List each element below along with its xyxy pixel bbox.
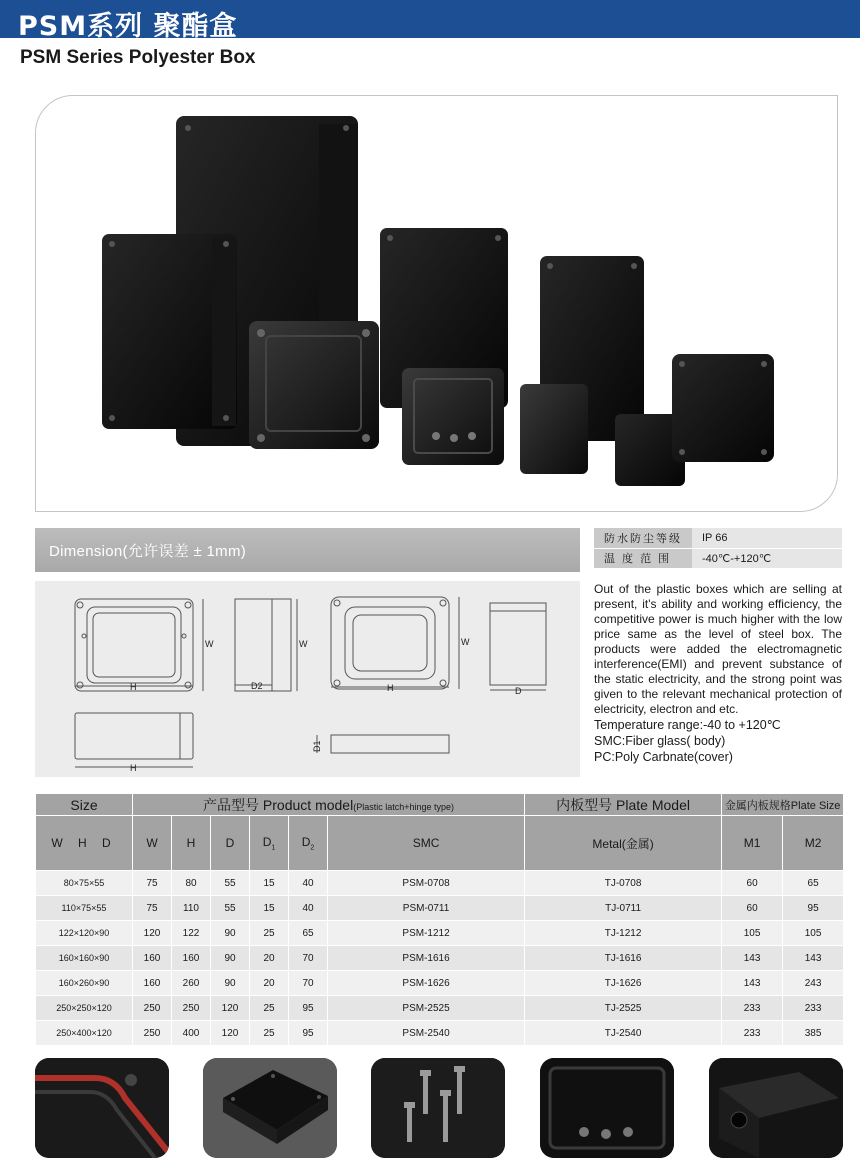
model-table — [35, 793, 844, 1046]
description-temperature: Temperature range:-40 to +120℃ — [594, 718, 781, 732]
cell-metal: TJ-0708 — [525, 871, 722, 896]
cell-h: 250 — [172, 996, 211, 1021]
spec-key: 防水防尘等级 — [594, 528, 692, 548]
cell-h: 260 — [172, 971, 211, 996]
page-title: PSM系列 聚酯盒 — [18, 11, 238, 42]
cell-size: 122×120×90 — [36, 921, 133, 946]
description-pc: PC:Poly Carbnate(cover) — [594, 750, 733, 764]
header-banner — [0, 0, 860, 42]
cell-w: 160 — [133, 946, 172, 971]
cell-d1: 25 — [250, 996, 289, 1021]
cell-d: 120 — [211, 1021, 250, 1046]
technical-drawing — [35, 581, 580, 777]
label-h: H — [387, 683, 394, 693]
cell-d2: 70 — [289, 946, 328, 971]
label-w: W — [461, 637, 470, 647]
spec-table — [594, 528, 842, 569]
cell-size: 80×75×55 — [36, 871, 133, 896]
table-row — [36, 896, 844, 921]
subheader-m2: M2 — [783, 816, 844, 871]
cell-metal: TJ-0711 — [525, 896, 722, 921]
gasket-corner-photo — [35, 1058, 169, 1158]
cell-d2: 65 — [289, 921, 328, 946]
side-port-photo — [709, 1058, 843, 1158]
table-row — [36, 996, 844, 1021]
subheader-h: H — [172, 816, 211, 871]
cell-d2: 70 — [289, 971, 328, 996]
cell-m2: 65 — [783, 871, 844, 896]
cell-d1: 25 — [250, 1021, 289, 1046]
header-product-note: (Plastic latch+hinge type) — [353, 801, 455, 812]
product-group-photo — [36, 96, 838, 512]
subheader-w: W — [133, 816, 172, 871]
spec-row-temperature — [594, 548, 842, 568]
header-product-model: 产品型号 Product model(Plastic latch+hinge type) — [133, 794, 525, 816]
cell-smc: PSM-2540 — [328, 1021, 525, 1046]
cell-h: 400 — [172, 1021, 211, 1046]
cell-d: 55 — [211, 871, 250, 896]
label-d2: D2 — [251, 681, 263, 691]
cell-metal: TJ-2525 — [525, 996, 722, 1021]
cell-w: 75 — [133, 896, 172, 921]
cell-m1: 233 — [722, 1021, 783, 1046]
cell-m1: 143 — [722, 946, 783, 971]
cell-metal: TJ-1626 — [525, 971, 722, 996]
cell-metal: TJ-1212 — [525, 921, 722, 946]
table-row — [36, 946, 844, 971]
spec-value: IP 66 — [692, 528, 842, 548]
screws-photo — [371, 1058, 505, 1158]
label-h: H — [130, 682, 137, 692]
cell-size: 110×75×55 — [36, 896, 133, 921]
cell-d2: 95 — [289, 1021, 328, 1046]
subheader-whd: W H D — [36, 816, 133, 871]
spec-key: 温 度 范 围 — [594, 548, 692, 568]
description-smc: SMC:Fiber glass( body) — [594, 734, 726, 748]
cell-d1: 15 — [250, 896, 289, 921]
cell-m2: 233 — [783, 996, 844, 1021]
cell-m2: 385 — [783, 1021, 844, 1046]
table-row — [36, 971, 844, 996]
cell-size: 160×160×90 — [36, 946, 133, 971]
cell-h: 122 — [172, 921, 211, 946]
cell-m2: 105 — [783, 921, 844, 946]
cell-smc: PSM-1212 — [328, 921, 525, 946]
cell-h: 80 — [172, 871, 211, 896]
cell-d1: 20 — [250, 946, 289, 971]
cell-metal: TJ-1616 — [525, 946, 722, 971]
cell-w: 160 — [133, 971, 172, 996]
cell-d1: 20 — [250, 971, 289, 996]
cell-m1: 233 — [722, 996, 783, 1021]
header-plate-model: 内板型号 Plate Model — [525, 794, 722, 816]
dimension-drawings — [35, 581, 580, 777]
cell-m2: 143 — [783, 946, 844, 971]
cell-w: 250 — [133, 1021, 172, 1046]
subheader-d: D — [211, 816, 250, 871]
cell-m2: 243 — [783, 971, 844, 996]
table-row — [36, 871, 844, 896]
subheader-metal: Metal(金属) — [525, 816, 722, 871]
cell-d: 90 — [211, 971, 250, 996]
cell-m2: 95 — [783, 896, 844, 921]
label-d: D — [515, 686, 522, 696]
page-subtitle: PSM Series Polyester Box — [20, 47, 256, 68]
cell-size: 160×260×90 — [36, 971, 133, 996]
dimension-bar — [35, 528, 580, 572]
table-subheader-row — [36, 816, 844, 871]
cell-d2: 95 — [289, 996, 328, 1021]
cell-d: 90 — [211, 921, 250, 946]
subheader-m1: M1 — [722, 816, 783, 871]
dimension-label: Dimension(允许误差 ± 1mm) — [49, 543, 247, 560]
subheader-smc: SMC — [328, 816, 525, 871]
cell-m1: 60 — [722, 871, 783, 896]
cell-w: 120 — [133, 921, 172, 946]
cell-d: 120 — [211, 996, 250, 1021]
cell-d1: 25 — [250, 921, 289, 946]
header-plate-size: 金属内板规格Plate Size — [722, 794, 844, 816]
header-size: Size — [36, 794, 133, 816]
cell-d2: 40 — [289, 871, 328, 896]
cell-smc: PSM-1616 — [328, 946, 525, 971]
cell-size: 250×400×120 — [36, 1021, 133, 1046]
cell-size: 250×250×120 — [36, 996, 133, 1021]
label-w: W — [205, 639, 214, 649]
table-row — [36, 921, 844, 946]
cell-w: 250 — [133, 996, 172, 1021]
spec-row-ip — [594, 528, 842, 548]
cell-h: 160 — [172, 946, 211, 971]
cell-d2: 40 — [289, 896, 328, 921]
cell-m1: 60 — [722, 896, 783, 921]
cell-w: 75 — [133, 871, 172, 896]
closed-lid-photo — [203, 1058, 337, 1158]
label-w: W — [299, 639, 308, 649]
table-row — [36, 1021, 844, 1046]
subheader-d1: $D_1$ — [250, 816, 289, 871]
product-photo-frame — [35, 95, 838, 512]
box-interior-photo — [540, 1058, 674, 1158]
cell-smc: PSM-0708 — [328, 871, 525, 896]
cell-smc: PSM-2525 — [328, 996, 525, 1021]
label-d1: D1 — [312, 740, 322, 752]
description-body: Out of the plastic boxes which are selling at present, it's ability and working efficiency, the competitive power is much higher with the low price same as the level of steel box. The products were added the electromagnetic interference(EMI) and prevent substance of the static electricity, and the strong point was given to the relevant mechanical protection of electricity, electron and etc. — [594, 582, 842, 716]
cell-d: 55 — [211, 896, 250, 921]
cell-d1: 15 — [250, 871, 289, 896]
spec-value: -40℃-+120℃ — [692, 548, 842, 568]
cell-h: 110 — [172, 896, 211, 921]
cell-m1: 105 — [722, 921, 783, 946]
cell-m1: 143 — [722, 971, 783, 996]
product-description — [594, 582, 842, 765]
subheader-d2: $D_2$ — [289, 816, 328, 871]
cell-d: 90 — [211, 946, 250, 971]
detail-photos — [35, 1058, 843, 1158]
table-header-row — [36, 794, 844, 816]
cell-smc: PSM-1626 — [328, 971, 525, 996]
label-h: H — [130, 763, 137, 773]
cell-smc: PSM-0711 — [328, 896, 525, 921]
cell-metal: TJ-2540 — [525, 1021, 722, 1046]
